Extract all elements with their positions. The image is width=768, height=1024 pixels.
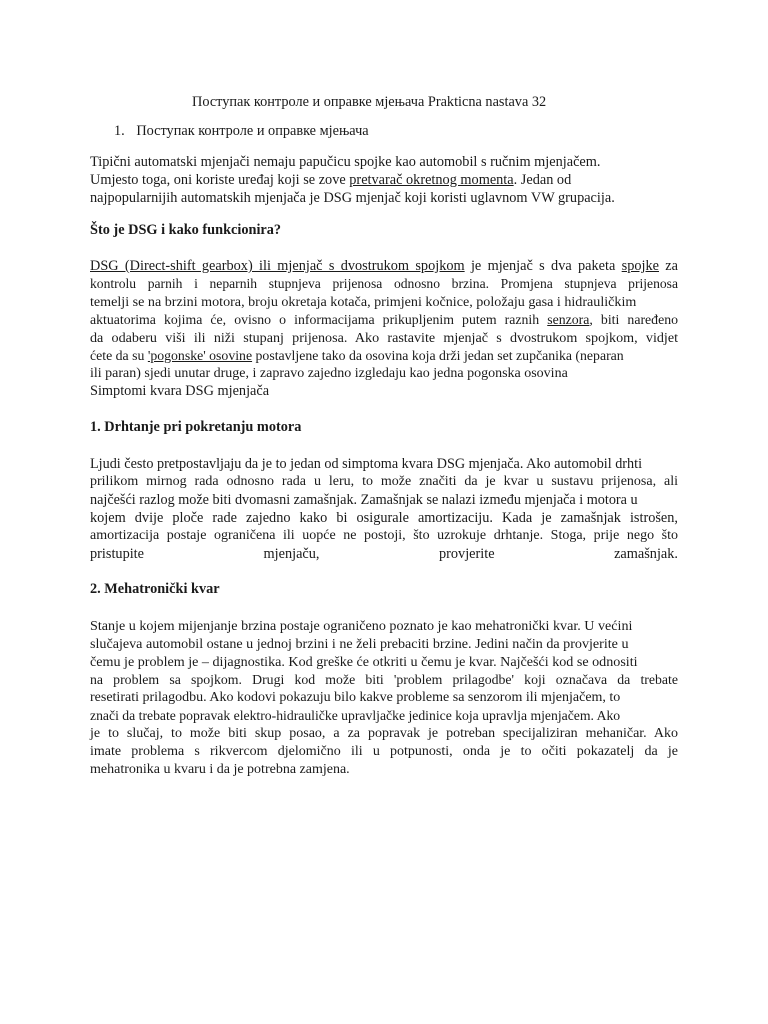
section-1-heading: 1. Drhtanje pri pokretanju motora [90, 419, 302, 435]
intro-text: Umjesto toga, oni koriste uređaj koji se zove [90, 172, 350, 188]
section-2-line: čemu je problem je – dijagnostika. Kod greške će otkriti u čemu je kvar. Najčešći kod se odnositi [90, 654, 638, 670]
dsg-text: je mjenjač s dva paketa [464, 258, 622, 274]
dsg-line: ili paran) sjedi unutar druge, i zapravo zajedno izgledaju kao jedna pogonska osovina [90, 366, 568, 381]
section-1-line: kojem dvije ploče rade zajedno kako bi osigurale amortizaciju. Kada je zamašnjak istrošen, [90, 510, 678, 526]
dsg-line: kontrolu parnih i neparnih stupnjeva prijenosa odnosno brzina. Promjena stupnjeva prijenosa [90, 276, 678, 291]
section-1-line: prilikom mirnog rada odnosno rada u leru, to može značiti da je kvar u sustavu prijenosa, ali [90, 474, 678, 489]
section-2-line: na problem sa spojkom. Drugi kod može biti 'problem prilagodbe' koji označava da trebate [90, 672, 678, 687]
section-1-line: amortizacija postaje ograničena ili uopće ne postoji, što uzrokuje drhtanje. Stoga, prije nego što [90, 528, 678, 543]
link-senzora[interactable]: senzora [547, 312, 590, 327]
dsg-line [90, 347, 624, 365]
dsg-line: da odaberu viši ili niži stupanj prijenosa. Ako rastavite mjenjač s dvostrukom spojkom, vidjet [90, 330, 678, 346]
section-2-line: mehatronika u kvaru i da je potrebna zamjena. [90, 762, 350, 777]
section-1-line: pristupite mjenjaču, provjerite zamašnjak. [90, 546, 678, 562]
link-dsg[interactable]: DSG (Direct-shift gearbox) ili mjenjač s dvostrukom spojkom [90, 258, 465, 274]
dsg-line: temelji se na brzini motora, broju okretaja kotača, primjeni kočnice, položaju gasa i hidrauličkim [90, 294, 637, 310]
dsg-line [90, 311, 678, 329]
section-2-line: resetirati prilagodbu. Ako kodovi pokazuju bilo kakve probleme sa senzorom ili mjenjačem, to [90, 690, 621, 705]
section-2-line: znači da trebate popravak elektro-hidrauličke upravljačke jedinice koja upravlja mjenjačem. Ako [90, 708, 621, 723]
section-1-line: najčešći razlog može biti dvomasni zamašnjak. Zamašnjak se nalazi između mjenjača i motora u [90, 492, 638, 508]
section-2-line: je to slučaj, to može biti skup posao, a za popravak je potreban specijaliziran mehaničar. Ako [90, 726, 678, 741]
section-1-line: Ljudi često pretpostavljaju da je to jedan od simptoma kvara DSG mjenjača. Ako automobil drhti [90, 456, 643, 472]
dsg-text: , biti naređeno [589, 312, 678, 327]
list-item-text: Поступак контроле и оправке мјењача [136, 123, 369, 139]
link-pogonske-osovine[interactable]: 'pogonske' osovine [147, 348, 253, 363]
dsg-text: aktuatorima kojima će, ovisno o informacijama prikupljenim putem raznih [90, 312, 548, 327]
list-item [114, 122, 369, 140]
list-item-number: 1. [114, 123, 125, 139]
section-2-line: Stanje u kojem mijenjanje brzina postaje ograničeno poznato je kao mehatronički kvar. U većini [90, 618, 633, 634]
dsg-text: za [658, 258, 678, 274]
link-spojke[interactable]: spojke [621, 258, 659, 274]
section-2-line: imate problema s rikvercom djelomično ili u potpunosti, onda je to očiti pokazatelj da je [90, 744, 678, 759]
intro-line: najpopularnijih automatskih mjenjača je DSG mjenjač koji koristi uglavnom VW grupacija. [90, 190, 615, 206]
intro-line [90, 171, 571, 189]
dsg-text: postavljene tako da osovina koja drži jedan set zupčanika (neparan [252, 348, 624, 363]
link-torque-converter[interactable]: pretvarač okretnog momenta [349, 172, 514, 188]
intro-line: Tipični automatski mjenjači nemaju papučicu spojke kao automobil s ručnim mjenjačem. [90, 154, 601, 170]
section-2-line: slučajeva automobil ostane u jednoj brzini i ne želi prebaciti brzine. Jedini način da provjerite u [90, 636, 629, 652]
symptoms-intro: Simptomi kvara DSG mjenjača [90, 383, 270, 399]
document-title: Поступак контроле и оправке мјењача Prakticna nastava 32 [192, 94, 547, 110]
dsg-heading: Što je DSG i kako funkcionira? [90, 222, 282, 238]
dsg-line [90, 257, 678, 275]
intro-text: . Jedan od [513, 172, 572, 188]
dsg-text: ćete da su [90, 348, 148, 363]
section-2-heading: 2. Mehatronički kvar [90, 581, 220, 597]
